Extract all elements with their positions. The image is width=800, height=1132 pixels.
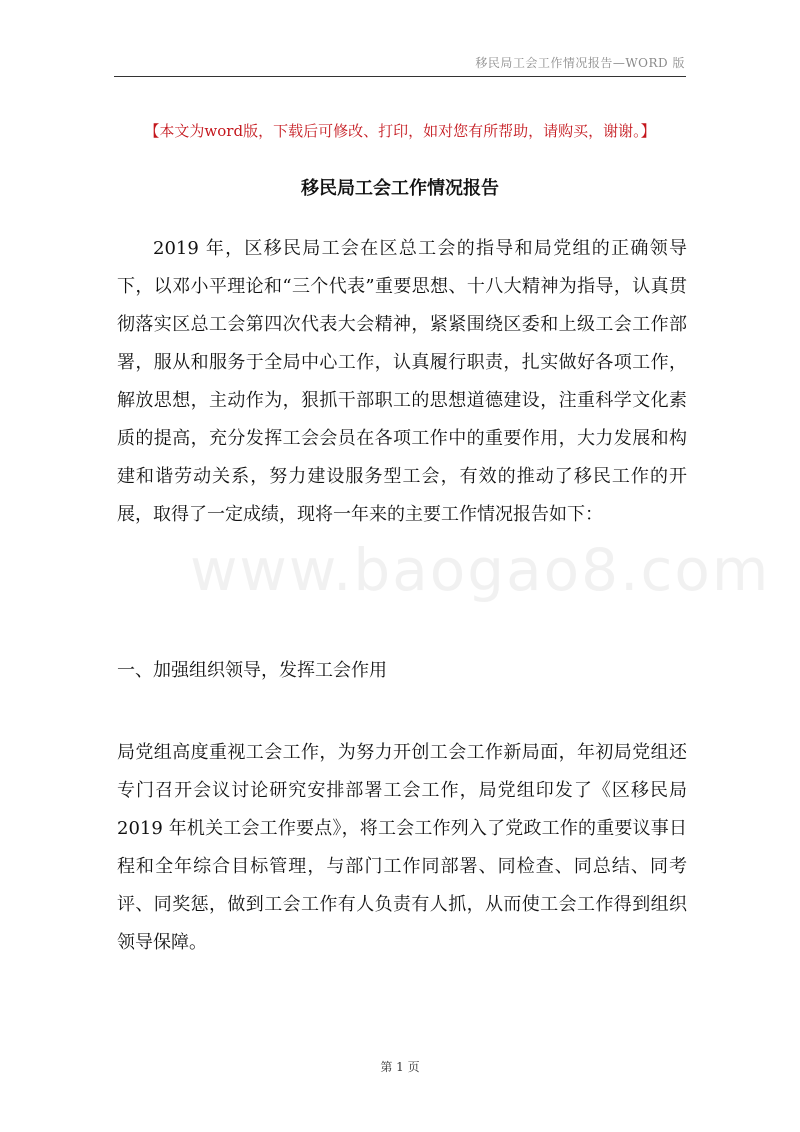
page-number: 第 1 页 — [380, 1060, 420, 1074]
running-header: 移民局工会工作情况报告—WORD 版 — [475, 56, 685, 70]
section-heading: 一、加强组织领导，发挥工会作用 — [117, 660, 387, 681]
document-title: 移民局工会工作情况报告 — [301, 178, 499, 199]
header-divider — [114, 76, 686, 77]
download-notice: 【本文为word版，下载后可修改、打印，如对您有所帮助，请购买，谢谢。】 — [144, 122, 656, 140]
section-paragraph: 局党组高度重视工会工作，为努力开创工会工作新局面，年初局党组还专门召开会议讨论研究安排部署工会工作，局党组印发了《区移民局 2019 年机关工会工作要点》，将工会工作列入了党政工作的重要议事日程和全年综合目标管理，与部门工作同部署、同检查、同总结、同考评、同奖惩，做到工会工作有人负责有人抓，从而使工会工作得到组织领导保障。 — [117, 742, 687, 953]
watermark: www.baogao8.com — [190, 536, 771, 604]
intro-paragraph: 2019 年，区移民局工会在区总工会的指导和局党组的正确领导下，以邓小平理论和“三个代表”重要思想、十八大精神为指导，认真贯彻落实区总工会第四次代表大会精神，紧紧围绕区委和上级工会工作部署，服从和服务于全局中心工作，认真履行职责，扎实做好各项工作，解放思想，主动作为，狠抓干部职工的思想道德建设，注重科学文化素质的提高，充分发挥工会会员在各项工作中的重要作用，大力发展和构建和谐劳动关系，努力建设服务型工会，有效的推动了移民工作的开展，取得了一定成绩，现将一年来的主要工作情况报告如下： — [117, 238, 687, 525]
